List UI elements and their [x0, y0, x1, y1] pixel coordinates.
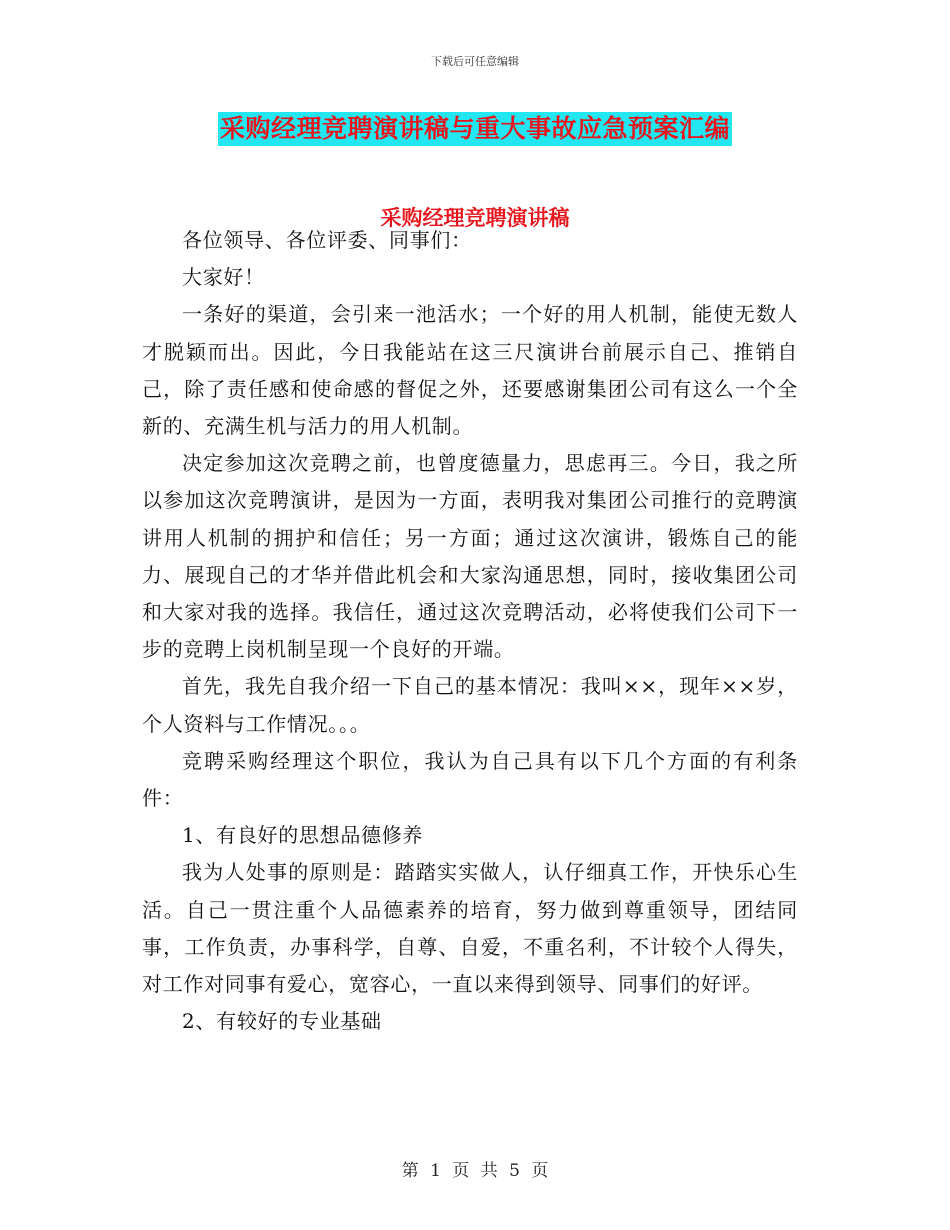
paragraph-decision: 决定参加这次竞聘之前，也曾度德量力，思虑再三。今日，我之所以参加这次竞聘演讲，是因为一方面，表明我对集团公司推行的竞聘演讲用人机制的拥护和信任；另一方面；通过这次演讲，锻炼自己的能力、展现自己的才华并借此机会和大家沟通思想，同时，接收集团公司和大家对我的选择。我信任，通过这次竞聘活动，必将使我们公司下一步的竞聘上岗机制呈现一个良好的开端。 [142, 451, 798, 662]
paragraph-conditions: 竞聘采购经理这个职位，我认为自己具有以下几个方面的有利条件： [142, 748, 798, 811]
page-footer: 第 1 页 共 5 页 [401, 1161, 549, 1181]
paragraph-heading-2: 2、有较好的专业基础 [182, 1009, 382, 1034]
document-body [142, 222, 798, 1040]
paragraph-hello: 大家好！ [182, 265, 265, 290]
paragraph-intro: 一条好的渠道，会引来一池活水；一个好的用人机制，能使无数人才脱颖而出。因此，今日我能站在这三尺演讲台前展示自己、推销自己，除了责任感和使命感的督促之外，还要感谢集团公司有这么一个全新的、充满生机与活力的用人机制。 [142, 302, 798, 439]
paragraph-greeting: 各位领导、各位评委、同事们： [182, 228, 472, 252]
main-title: 采购经理竞聘演讲稿与重大事故应急预案汇编 [218, 112, 732, 146]
main-title-wrapper [0, 112, 950, 146]
sub-title: 采购经理竞聘演讲稿 [380, 205, 570, 230]
paragraph-self-intro: 首先，我先自我介绍一下自己的基本情况：我叫××，现年××岁，个人资料与工作情况。。。 [142, 674, 798, 736]
paragraph-morality: 我为人处事的原则是：踏踏实实做人，认仔细真工作，开快乐心生活。自己一贯注重个人品德素养的培育，努力做到尊重领导，团结同事，工作负责，办事科学，自尊、自爱，不重名利，不计较个人得失，对工作对同事有爱心，宽容心，一直以来得到领导、同事们的好评。 [142, 860, 798, 997]
header-note: 下载后可任意编辑 [431, 55, 519, 68]
paragraph-heading-1: 1、有良好的思想品德修养 [182, 823, 424, 848]
